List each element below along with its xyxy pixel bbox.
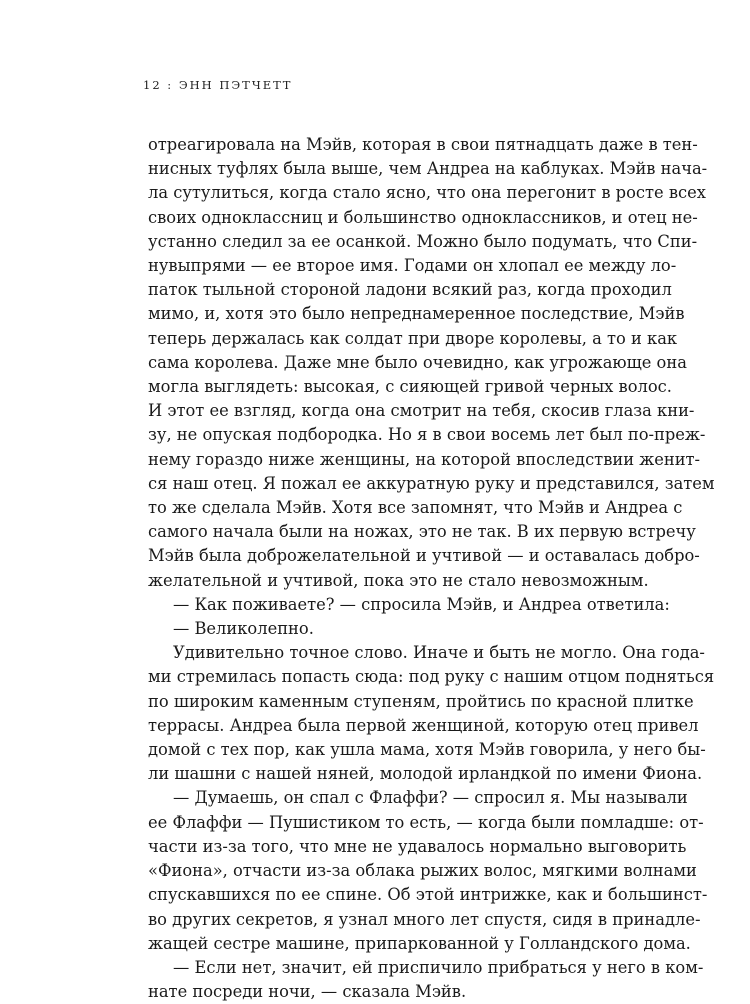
text-line: по широким каменным ступеням, пройтись по красной плитке	[148, 691, 694, 711]
text-line: ли шашни с нашей няней, молодой ирландкой по имени Фиона.	[148, 764, 703, 784]
text-line: Мэйв была доброжелательной и учтивой — и оставалась добро-	[148, 546, 700, 566]
text-line: нате посреди ночи, — сказала Мэйв.	[148, 982, 467, 1002]
text-line: «Фиона», отчасти из-за облака рыжих волос, мягкими волнами	[148, 861, 697, 881]
text-line: нисных туфлях была выше, чем Андреа на каблуках. Мэйв нача-	[148, 159, 708, 179]
text-line: — Если нет, значит, ей приспичило прибраться у него в ком-	[173, 957, 704, 977]
header-separator: :	[167, 78, 174, 92]
text-line: могла выглядеть: высокая, с сияющей гривой черных волос.	[148, 377, 672, 397]
text-line: самого начала были на ножах, это не так. В их первую встречу	[148, 522, 696, 542]
text-line: части из-за того, что мне не удавалось нормально выговорить	[148, 836, 687, 856]
text-line: — Как поживаете? — спросила Мэйв, и Андреа ответила:	[173, 594, 670, 614]
text-line: — Великолепно.	[173, 619, 314, 639]
text-line: зу, не опуская подбородка. Но я в свои восемь лет был по-преж-	[148, 425, 706, 445]
author-name: ЭНН ПЭТЧЕТТ	[178, 78, 293, 92]
text-line: паток тыльной стороной ладони всякий раз, когда проходил	[148, 280, 672, 300]
text-line: своих одноклассниц и большинство одноклассников, и отец не-	[148, 207, 698, 227]
text-line: И этот ее взгляд, когда она смотрит на тебя, скосив глаза кни-	[148, 401, 695, 421]
page-number: 12	[143, 78, 162, 92]
text-line: ла сутулиться, когда стало ясно, что она перегонит в росте всех	[148, 183, 706, 203]
text-line: ее Флаффи — Пушистиком то есть, — когда были помладше: от-	[148, 812, 704, 832]
text-line: ся наш отец. Я пожал ее аккуратную руку и представился, затем	[148, 473, 715, 493]
text-line: — Думаешь, он спал с Флаффи? — спросил я. Мы называли	[173, 788, 688, 808]
text-line: отреагировала на Мэйв, которая в свои пятнадцать даже в тен-	[148, 135, 698, 154]
text-line: во других секретов, я узнал много лет спустя, сидя в принадле-	[148, 909, 701, 929]
text-line: домой с тех пор, как ушла мама, хотя Мэйв говорила, у него бы-	[148, 740, 706, 760]
text-line: сама королева. Даже мне было очевидно, как угрожающе она	[148, 352, 687, 372]
text-line: нему гораздо ниже женщины, на которой впоследствии женит-	[148, 449, 701, 469]
text-line: ми стремилась попасть сюда: под руку с нашим отцом подняться	[148, 667, 715, 687]
body-text	[148, 133, 715, 1004]
text-line: нувыпрями — ее второе имя. Годами он хлопал ее между ло-	[148, 256, 677, 276]
text-line: Удивительно точное слово. Иначе и быть не могло. Она года-	[173, 643, 705, 663]
text-line: террасы. Андреа была первой женщиной, которую отец привел	[148, 715, 699, 735]
text-line: теперь держалась как солдат при дворе королевы, а то и как	[148, 328, 678, 348]
text-line: жащей сестре машине, припаркованной у Голландского дома.	[148, 933, 691, 953]
text-line: то же сделала Мэйв. Хотя все запомнят, что Мэйв и Андреа с	[148, 498, 683, 518]
text-line: мимо, и, хотя это было непреднамеренное последствие, Мэйв	[148, 304, 685, 324]
running-head	[143, 78, 292, 92]
text-line: устанно следил за ее осанкой. Можно было подумать, что Спи-	[148, 231, 698, 251]
text-line: спускавшихся по ее спине. Об этой интрижке, как и большинст-	[148, 885, 708, 905]
text-line: желательной и учтивой, пока это не стало невозможным.	[148, 570, 649, 590]
